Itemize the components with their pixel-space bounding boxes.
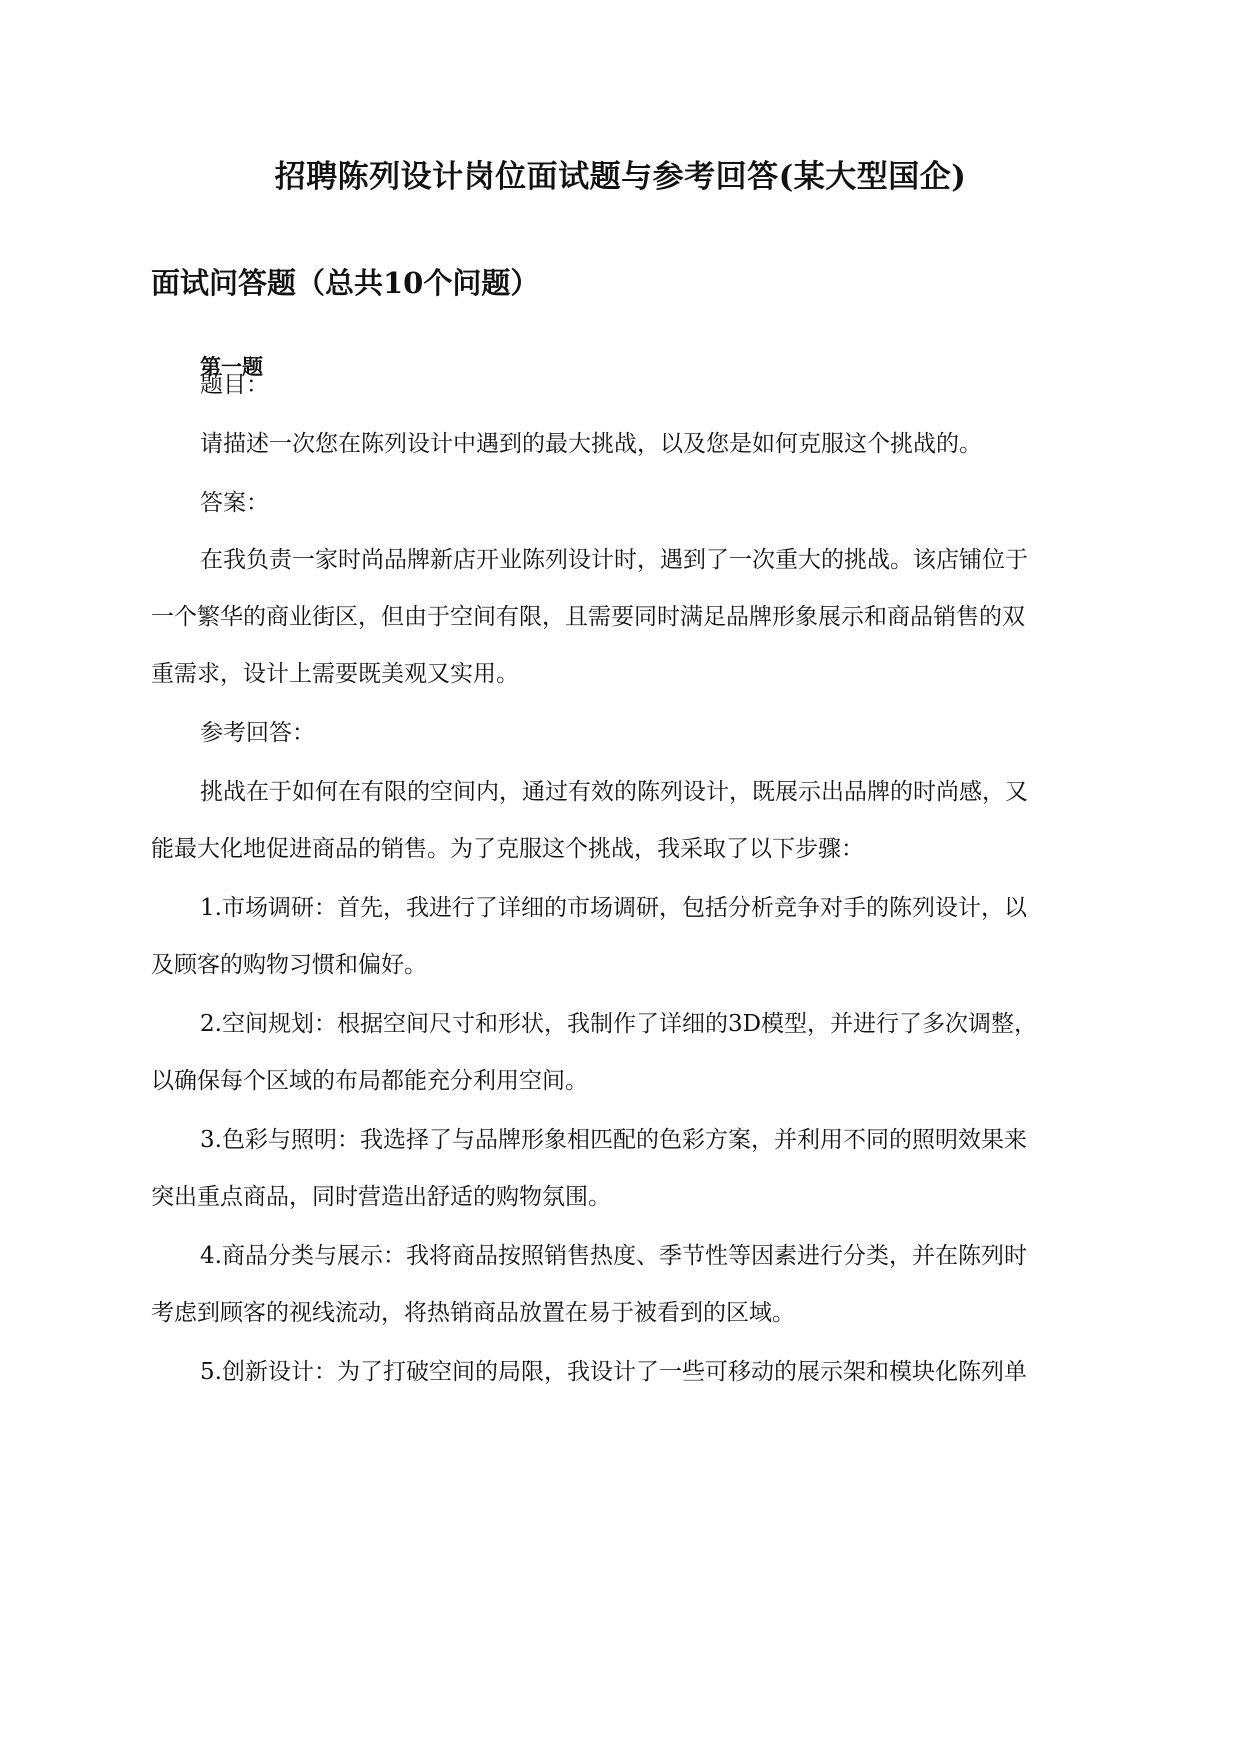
step-line: 1.市场调研：首先，我进行了详细的市场调研，包括分析竞争对手的陈列设计，以 — [200, 895, 1027, 921]
document-title: 招聘陈列设计岗位面试题与参考回答(某大型国企) — [274, 159, 967, 195]
topic-text: 请描述一次您在陈列设计中遇到的最大挑战，以及您是如何克服这个挑战的。 — [200, 431, 982, 457]
reference-intro-line: 挑战在于如何在有限的空间内，通过有效的陈列设计，既展示出品牌的时尚感，又 — [200, 779, 1028, 805]
reference-label: 参考回答： — [200, 720, 315, 746]
step-line: 2.空间规划：根据空间尺寸和形状，我制作了详细的3D模型，并进行了多次调整， — [200, 1011, 1038, 1037]
section-heading: 面试问答题（总共10个问题） — [151, 266, 540, 300]
step-line: 3.色彩与照明：我选择了与品牌形象相匹配的色彩方案，并利用不同的照明效果来 — [200, 1127, 1027, 1153]
step-line: 及顾客的购物习惯和偏好。 — [151, 952, 427, 978]
topic-label: 题目： — [200, 372, 269, 398]
answer-line: 重需求，设计上需要既美观又实用。 — [151, 661, 519, 687]
step-line: 考虑到顾客的视线流动，将热销商品放置在易于被看到的区域。 — [151, 1300, 795, 1326]
step-line: 4.商品分类与展示：我将商品按照销售热度、季节性等因素进行分类，并在陈列时 — [200, 1243, 1027, 1269]
answer-label: 答案： — [200, 490, 269, 516]
reference-intro-line: 能最大化地促进商品的销售。为了克服这个挑战，我采取了以下步骤： — [151, 836, 864, 862]
step-line: 5.创新设计：为了打破空间的局限，我设计了一些可移动的展示架和模块化陈列单 — [200, 1359, 1027, 1385]
answer-line: 在我负责一家时尚品牌新店开业陈列设计时，遇到了一次重大的挑战。该店铺位于 — [200, 547, 1028, 573]
step-line: 突出重点商品，同时营造出舒适的购物氛围。 — [151, 1184, 611, 1210]
answer-line: 一个繁华的商业街区，但由于空间有限，且需要同时满足品牌形象展示和商品销售的双 — [151, 604, 1025, 630]
question-heading: 第一题 — [200, 354, 263, 379]
step-line: 以确保每个区域的布局都能充分利用空间。 — [151, 1068, 588, 1094]
